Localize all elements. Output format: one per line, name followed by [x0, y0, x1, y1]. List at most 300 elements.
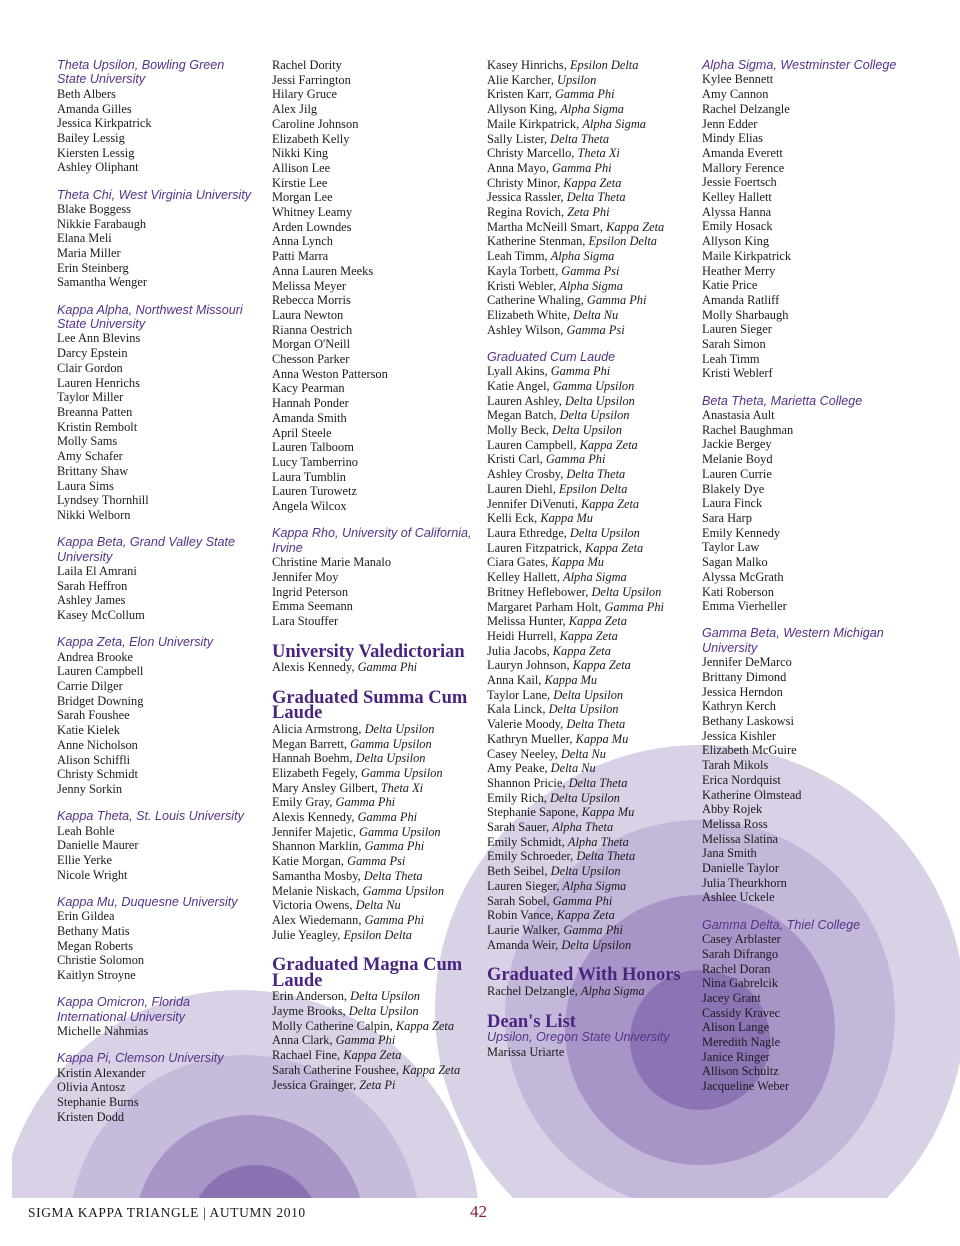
- member-name-text: Jennifer DiVenuti,: [487, 496, 581, 511]
- member-name: [272, 249, 477, 264]
- chapter-affiliation: Kappa Mu: [544, 673, 598, 688]
- member-name: [57, 202, 257, 217]
- member-name: [57, 405, 257, 420]
- member-name-text: Blakely Dye: [702, 481, 765, 496]
- chapter-heading: Kappa Rho, University of California, Irvine: [272, 526, 472, 555]
- honor-section: [57, 635, 257, 796]
- member-name: [272, 87, 477, 102]
- member-name-text: Morgan O'Neill: [272, 337, 351, 352]
- chapter-heading: Gamma Delta, Thiel College: [702, 917, 861, 932]
- column-2: [272, 58, 477, 1105]
- member-name: [702, 976, 942, 991]
- member-name: [487, 511, 702, 526]
- chapter-affiliation: Kappa Mu: [540, 511, 594, 526]
- chapter-affiliation: Alpha Theta: [567, 834, 629, 849]
- member-name-text: Jessica Kirkpatrick: [57, 116, 152, 131]
- member-name-text: Cassidy Kravec: [702, 1005, 781, 1020]
- honor-section: [487, 350, 702, 953]
- member-name: [487, 408, 702, 423]
- chapter-affiliation: Delta Upsilon: [364, 721, 435, 736]
- member-name-text: Elana Meli: [57, 231, 112, 246]
- member-name: [272, 751, 477, 766]
- member-name-text: Samantha Wenger: [57, 275, 147, 290]
- chapter-affiliation: Delta Upsilon: [549, 790, 620, 805]
- member-name: [57, 231, 257, 246]
- member-name: [57, 838, 257, 853]
- member-name: [57, 679, 257, 694]
- member-name-text: Regina Rovich,: [487, 205, 568, 220]
- chapter-heading: Theta Chi, West Virginia University: [57, 187, 252, 202]
- chapter-affiliation: Kappa Zeta: [402, 1062, 461, 1077]
- member-name: [272, 570, 477, 585]
- member-name-text: Taylor Law: [702, 540, 760, 555]
- member-name-text: Molly Beck,: [487, 423, 553, 438]
- member-name-text: Nikki Welborn: [57, 507, 131, 522]
- member-name-text: Christie Solomon: [57, 953, 145, 968]
- member-name-text: Sarah Sobel,: [487, 893, 553, 908]
- chapter-affiliation: Kappa Zeta: [559, 628, 618, 643]
- member-name: [272, 766, 477, 781]
- member-name-text: Katie Angel,: [487, 378, 553, 393]
- chapter-heading: Kappa Zeta, Elon University: [57, 635, 214, 650]
- chapter-heading: Kappa Beta, Grand Valley State University: [57, 535, 236, 564]
- member-name-text: Sarah Simon: [702, 337, 766, 352]
- chapter-affiliation: Gamma Psi: [347, 854, 406, 869]
- chapter-affiliation: Gamma Phi: [364, 839, 425, 854]
- member-name: [57, 1110, 257, 1125]
- member-name: [702, 161, 942, 176]
- member-name-text: Nicole Wright: [57, 867, 128, 882]
- member-name: [272, 989, 477, 1004]
- member-name-text: Rebecca Morris: [272, 293, 351, 308]
- member-name-text: Sara Harp: [702, 511, 752, 525]
- member-name-text: Jessie Foertsch: [702, 175, 777, 190]
- member-name: [272, 234, 477, 249]
- chapter-affiliation: Alpha Sigma: [582, 116, 646, 131]
- member-name: [702, 555, 942, 570]
- member-name: [272, 614, 477, 629]
- chapter-affiliation: Kappa Zeta: [395, 1018, 455, 1033]
- chapter-heading: Upsilon, Oregon State University: [487, 1030, 670, 1045]
- member-name: [487, 732, 702, 747]
- member-name: [702, 670, 942, 685]
- honor-section: [57, 58, 257, 175]
- chapter-affiliation: Delta Upsilon: [350, 989, 420, 1004]
- member-name: [272, 470, 477, 485]
- member-name: [487, 190, 702, 205]
- member-name: [487, 87, 702, 102]
- member-name-text: Martha McNeill Smart,: [487, 219, 607, 234]
- member-name-text: Rachael Fine,: [272, 1048, 344, 1063]
- chapter-affiliation: Kappa Mu: [551, 555, 605, 570]
- member-name-text: Ashley Oliphant: [57, 160, 139, 175]
- member-name-text: Ashley James: [57, 593, 126, 608]
- member-name-text: Danielle Maurer: [57, 838, 139, 853]
- chapter-affiliation: Kappa Zeta: [552, 643, 611, 658]
- member-name: [272, 293, 477, 308]
- member-name-text: Kaitlyn Stroyne: [57, 968, 136, 983]
- member-name-text: Kristin Rembolt: [57, 419, 138, 434]
- member-name-text: Beth Seibel,: [487, 864, 551, 879]
- member-name-text: Maile Kirkpatrick,: [487, 116, 583, 131]
- member-name-text: Anna Mayo,: [487, 160, 553, 175]
- member-name: [487, 555, 702, 570]
- member-name-text: Christy Schmidt: [57, 767, 138, 782]
- member-name: [487, 835, 702, 850]
- chapter-affiliation: Kappa Mu: [581, 805, 635, 820]
- member-name: [702, 773, 942, 788]
- member-name: [487, 308, 702, 323]
- member-name: [702, 817, 942, 832]
- member-name: [57, 664, 257, 679]
- member-name: [57, 420, 257, 435]
- member-name: [57, 924, 257, 939]
- honor-section: [57, 895, 257, 983]
- member-name-text: Jennifer Majetic,: [272, 824, 360, 839]
- member-name-text: Samantha Mosby,: [272, 868, 364, 883]
- member-name: [487, 614, 702, 629]
- member-name-text: Brittany Dimond: [702, 669, 787, 684]
- member-name-text: Leah Timm,: [487, 249, 551, 264]
- chapter-affiliation: Delta Upsilon: [548, 702, 619, 717]
- honor-heading: Graduated With Honors: [487, 965, 681, 986]
- member-name-text: Heather Merry: [702, 263, 776, 278]
- member-name: [487, 249, 702, 264]
- member-name: [487, 984, 702, 999]
- member-name: [487, 849, 702, 864]
- chapter-affiliation: Gamma Phi: [335, 795, 396, 810]
- member-name: [272, 599, 477, 614]
- member-name-text: Allyson King,: [487, 102, 561, 117]
- chapter-affiliation: Upsilon: [557, 72, 597, 87]
- member-name-text: Emily Hosack: [702, 219, 773, 234]
- member-name: [702, 205, 942, 220]
- member-name-text: Katie Kielek: [57, 723, 120, 738]
- member-name-text: Beth Albers: [57, 86, 116, 101]
- member-name: [57, 246, 257, 261]
- member-name-text: Laura Finck: [702, 496, 763, 511]
- chapter-heading: Kappa Alpha, Northwest Missouri State University: [57, 302, 243, 332]
- member-name: [272, 499, 477, 514]
- chapter-affiliation: Delta Theta: [568, 775, 628, 790]
- member-name: [487, 1045, 702, 1060]
- member-name: [487, 541, 702, 556]
- member-name-text: Amanda Smith: [272, 410, 347, 425]
- member-name: [272, 279, 477, 294]
- member-name-text: Taylor Miller: [57, 390, 124, 405]
- chapter-affiliation: Kappa Zeta: [556, 908, 615, 923]
- member-name-text: Lauren Sieger: [702, 322, 772, 337]
- honor-section: [272, 641, 477, 675]
- member-name: [272, 426, 477, 441]
- member-name-text: Ashlee Uckele: [702, 890, 775, 905]
- member-name-text: Jackie Bergey: [702, 437, 772, 452]
- chapter-affiliation: Alpha Sigma: [550, 249, 615, 264]
- member-name: [272, 928, 477, 943]
- chapter-affiliation: Kappa Zeta: [585, 540, 644, 555]
- member-name: [272, 825, 477, 840]
- member-name: [702, 72, 942, 87]
- member-name-text: Whitney Leamy: [272, 205, 353, 220]
- member-name: [272, 781, 477, 796]
- member-name-text: Robin Vance,: [487, 908, 557, 923]
- member-name-text: Megan Barrett,: [272, 736, 351, 751]
- member-name: [272, 146, 477, 161]
- honor-section: [272, 955, 477, 1092]
- honor-section: [702, 626, 942, 905]
- chapter-affiliation: Gamma Phi: [604, 599, 664, 614]
- member-name: [57, 217, 257, 232]
- member-name-text: Margaret Parham Holt,: [487, 599, 605, 614]
- member-name-text: Sarah Foushee: [57, 708, 130, 723]
- member-name-text: Jessica Grainger,: [272, 1077, 360, 1092]
- member-name: [272, 1019, 477, 1034]
- member-name-text: Rachel Delzangle,: [487, 983, 581, 998]
- member-name-text: Erica Nordquist: [702, 772, 781, 787]
- member-name-text: Alex Wiedemann,: [272, 912, 365, 927]
- chapter-affiliation: Delta Upsilon: [348, 1004, 419, 1019]
- member-name: [487, 908, 702, 923]
- member-name-text: Allison Lee: [272, 160, 331, 175]
- member-name-text: Casey Arblaster: [702, 932, 781, 947]
- member-name-text: Rachel Doran: [702, 961, 771, 976]
- member-name: [272, 839, 477, 854]
- member-name: [702, 117, 942, 132]
- chapter-affiliation: Gamma Upsilon: [362, 883, 445, 898]
- member-name: [57, 608, 257, 623]
- member-name-text: Lauren Campbell: [57, 664, 144, 679]
- member-name: [702, 366, 942, 381]
- member-name: [702, 175, 942, 190]
- member-name-text: Anne Nicholson: [57, 737, 138, 752]
- publication-footer: SIGMA KAPPA TRIANGLE | AUTUMN 2010: [28, 1205, 306, 1220]
- member-name: [487, 279, 702, 294]
- member-name-text: Victoria Owens,: [272, 898, 356, 913]
- member-name: [702, 890, 942, 905]
- member-name-text: Michelle Nahmias: [57, 1024, 149, 1039]
- member-name-text: Laura Newton: [272, 307, 344, 322]
- member-name-text: Emma Vierheller: [702, 599, 787, 614]
- member-name-text: Melanie Boyd: [702, 452, 773, 467]
- member-name: [272, 585, 477, 600]
- member-name-text: Jessi Farrington: [272, 72, 351, 87]
- member-name: [487, 467, 702, 482]
- member-name: [57, 753, 257, 768]
- member-name: [702, 452, 942, 467]
- chapter-affiliation: Alpha Sigma: [560, 102, 624, 117]
- member-name: [57, 131, 257, 146]
- chapter-heading: Alpha Sigma, Westminster College: [702, 58, 897, 72]
- chapter-affiliation: Theta Xi: [577, 146, 620, 161]
- member-name-text: Mallory Ference: [702, 160, 785, 175]
- member-name: [272, 117, 477, 132]
- chapter-affiliation: Delta Upsilon: [552, 423, 622, 438]
- chapter-affiliation: Gamma Phi: [357, 810, 418, 825]
- chapter-affiliation: Kappa Zeta: [568, 614, 627, 629]
- chapter-heading: Graduated Cum Laude: [487, 349, 616, 364]
- honor-section: [57, 809, 257, 882]
- page-number: 42: [470, 1202, 487, 1221]
- chapter-affiliation: Gamma Upsilon: [552, 378, 635, 393]
- member-name-text: Melissa Hunter,: [487, 614, 569, 629]
- member-name: [702, 962, 942, 977]
- member-name-text: Laura Tumblin: [272, 469, 347, 484]
- member-name-text: Kelley Hallett: [702, 190, 772, 205]
- member-name: [702, 685, 942, 700]
- chapter-affiliation: Delta Theta: [566, 467, 626, 482]
- member-name: [57, 479, 257, 494]
- member-name-text: Jenny Sorkin: [57, 781, 123, 796]
- member-name: [702, 131, 942, 146]
- member-name: [487, 394, 702, 409]
- chapter-heading: Theta Upsilon, Bowling Green State University: [57, 58, 225, 87]
- member-name-text: Kathryn Mueller,: [487, 731, 576, 746]
- honor-section: [702, 918, 942, 1094]
- member-name: [57, 361, 257, 376]
- chapter-affiliation: Kappa Zeta: [580, 496, 640, 511]
- chapter-affiliation: Gamma Phi: [335, 1033, 396, 1048]
- chapter-heading: Kappa Mu, Duquesne University: [57, 894, 238, 909]
- member-name-text: Alexis Kennedy,: [272, 810, 358, 825]
- member-name-text: Kirstie Lee: [272, 175, 328, 190]
- member-name-text: Erin Anderson,: [272, 989, 351, 1004]
- chapter-affiliation: Delta Theta: [566, 190, 626, 205]
- member-name-text: Hannah Boehm,: [272, 751, 356, 766]
- member-name: [487, 102, 702, 117]
- member-name: [272, 854, 477, 869]
- member-name-text: Heidi Hurrell,: [487, 628, 560, 643]
- member-name: [57, 508, 257, 523]
- member-name: [272, 1078, 477, 1093]
- member-name: [57, 868, 257, 883]
- member-name-text: Alicia Armstrong,: [272, 721, 365, 736]
- member-name-text: Rianna Oestrich: [272, 322, 353, 337]
- member-name-text: Mary Ansley Gilbert,: [272, 780, 381, 795]
- member-name-text: Maria Miller: [57, 246, 121, 261]
- member-name: [272, 337, 477, 352]
- chapter-affiliation: Delta Theta: [576, 849, 636, 864]
- member-name: [702, 599, 942, 614]
- member-name-text: Sally Lister,: [487, 131, 551, 146]
- chapter-affiliation: Zeta Phi: [567, 205, 610, 220]
- chapter-affiliation: Gamma Psi: [561, 263, 620, 278]
- member-name: [702, 802, 942, 817]
- member-name: [272, 1048, 477, 1063]
- member-name: [487, 938, 702, 953]
- chapter-affiliation: Delta Upsilon: [561, 937, 632, 952]
- chapter-affiliation: Kappa Zeta: [343, 1048, 402, 1063]
- member-name-text: Lucy Tamberrino: [272, 454, 358, 469]
- chapter-affiliation: Gamma Phi: [550, 364, 611, 379]
- member-name-text: Lauren Fitzpatrick,: [487, 540, 586, 555]
- member-name: [272, 1063, 477, 1078]
- member-name-text: Caroline Johnson: [272, 116, 359, 131]
- member-name: [702, 1050, 942, 1065]
- honor-section: [57, 188, 257, 291]
- member-name: [487, 117, 702, 132]
- member-name: [702, 219, 942, 234]
- member-name: [487, 629, 702, 644]
- member-name-text: Brittany Shaw: [57, 463, 129, 478]
- member-name: [57, 650, 257, 665]
- member-name: [487, 234, 702, 249]
- member-name: [57, 1095, 257, 1110]
- member-name-text: Jennifer Moy: [272, 569, 339, 584]
- member-name: [702, 337, 942, 352]
- member-name: [487, 702, 702, 717]
- member-name-text: Megan Batch,: [487, 408, 560, 423]
- member-name-text: Melissa Meyer: [272, 278, 346, 293]
- member-name-text: Erin Gildea: [57, 909, 115, 924]
- chapter-affiliation: Epsilon Delta: [588, 234, 658, 249]
- member-name: [57, 738, 257, 753]
- member-name-text: Sagan Malko: [702, 555, 768, 570]
- member-name: [702, 540, 942, 555]
- member-name-text: Amanda Weir,: [487, 937, 562, 952]
- member-name-text: Rachel Dority: [272, 58, 342, 72]
- member-name-text: Katherine Stenman,: [487, 234, 589, 249]
- member-name: [702, 758, 942, 773]
- honor-section: [272, 526, 477, 628]
- chapter-affiliation: Delta Upsilon: [591, 584, 662, 599]
- chapter-affiliation: Delta Theta: [566, 717, 626, 732]
- member-name-text: Andrea Brooke: [57, 649, 134, 664]
- member-name: [702, 1006, 942, 1021]
- member-name: [487, 644, 702, 659]
- member-name-text: Katie Price: [702, 278, 758, 293]
- member-name-text: Lee Ann Blevins: [57, 331, 141, 346]
- member-name: [487, 526, 702, 541]
- member-name: [272, 869, 477, 884]
- member-name-text: Alexis Kennedy,: [272, 660, 358, 675]
- member-name-text: Melissa Slatina: [702, 831, 779, 846]
- member-name-text: Nina Gabrelcik: [702, 976, 779, 991]
- honor-section: [57, 303, 257, 523]
- member-name-text: Amanda Gilles: [57, 101, 132, 116]
- member-name-text: Amy Peake,: [487, 761, 551, 776]
- member-name: [272, 660, 477, 675]
- member-name: [57, 564, 257, 579]
- chapter-affiliation: Gamma Phi: [563, 922, 623, 937]
- member-name: [487, 864, 702, 879]
- member-name-text: Hilary Gruce: [272, 87, 338, 102]
- member-name-text: Hannah Ponder: [272, 396, 349, 411]
- member-name-text: Ciara Gates,: [487, 555, 552, 570]
- member-name: [487, 132, 702, 147]
- member-name-text: Leah Timm: [702, 351, 760, 366]
- member-name: [487, 73, 702, 88]
- chapter-affiliation: Gamma Phi: [545, 452, 606, 467]
- member-name: [702, 846, 942, 861]
- member-name: [702, 234, 942, 249]
- member-name-text: Kala Linck,: [487, 702, 549, 717]
- member-name: [272, 161, 477, 176]
- member-name: [487, 894, 702, 909]
- member-name: [272, 795, 477, 810]
- member-name-text: Bailey Lessig: [57, 130, 125, 145]
- member-name-text: Lauren Turowetz: [272, 484, 357, 499]
- member-name-text: Alyssa McGrath: [702, 569, 784, 584]
- member-name-text: Christy Marcello,: [487, 146, 578, 161]
- chapter-affiliation: Gamma Upsilon: [350, 736, 432, 751]
- member-name: [702, 190, 942, 205]
- member-name: [487, 747, 702, 762]
- member-name: [702, 1064, 942, 1079]
- honor-section: [702, 394, 942, 614]
- honor-section: [487, 965, 702, 998]
- chapter-affiliation: Zeta Pi: [359, 1077, 396, 1092]
- member-name-text: Kristi Weblerf: [702, 366, 773, 381]
